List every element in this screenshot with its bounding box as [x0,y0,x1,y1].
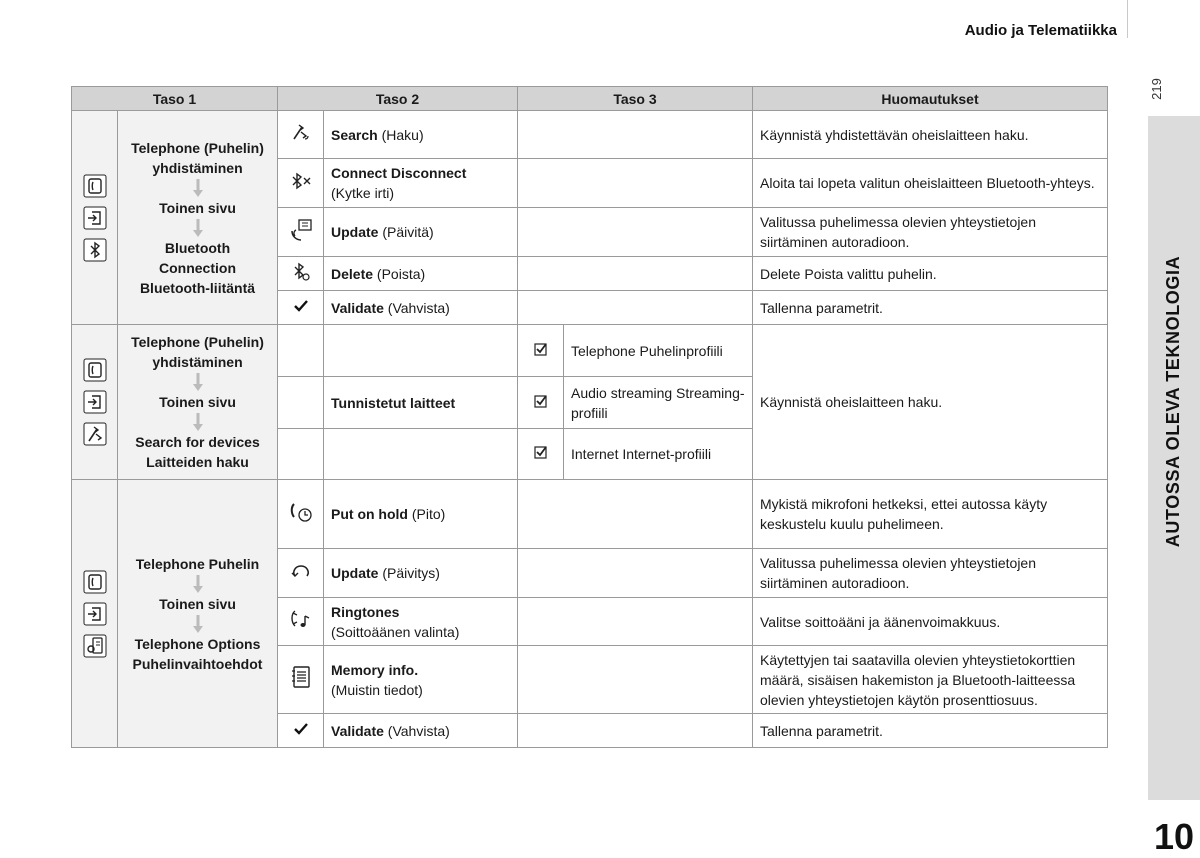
group1-navigation [118,111,278,325]
option-cell: Update (Päivitä) [324,208,518,257]
contacts-update-icon [288,217,314,243]
group1-nav-icons [72,111,118,325]
check-icon [293,722,309,736]
taso3-empty-cell [518,291,753,325]
phone-icon [83,174,107,198]
group2-nav-icons [72,325,118,480]
header-taso-3: Taso 3 [518,87,753,111]
profile-cell: Telephone Puhelinprofiili [564,325,753,377]
bluetooth-icon [83,238,107,262]
search-devices-icon [83,422,107,446]
taso3-empty-cell [518,208,753,257]
search-devices-icon [290,121,312,143]
row-icon-cell [278,377,324,429]
checkbox-checked-icon [534,445,548,459]
row-icon-cell [278,480,324,549]
row-icon-cell [278,714,324,748]
note-cell: Valitussa puhelimessa olevien yhteystietojen siirtäminen autoradioon. [753,549,1108,598]
option-cell: Ringtones (Soittoäänen valinta) [324,598,518,646]
option-cell: Put on hold (Pito) [324,480,518,549]
note-cell: Tallenna parametrit. [753,291,1108,325]
chapter-tab-label-wrap [1148,116,1200,686]
page-number: 219 [1148,78,1164,100]
arrow-down-icon [193,219,203,237]
header-divider [1127,0,1128,38]
note-cell: Aloita tai lopeta valitun oheislaitteen Bluetooth-yhteys. [753,159,1108,208]
hold-icon [288,501,314,523]
table-row [72,480,1108,549]
taso3-empty-cell [518,111,753,159]
nav-step: Telephone (Puhelin) yhdistäminen [131,334,264,370]
option-cell [324,325,518,377]
arrow-down-icon [193,575,203,593]
row-icon-cell [278,325,324,377]
taso3-empty-cell [518,257,753,291]
option-cell: Validate (Vahvista) [324,714,518,748]
nav-step: Toinen sivu [159,199,236,216]
note-cell: Valitse soittoääni ja äänenvoimakkuus. [753,598,1108,646]
nav-step: Telephone (Puhelin) yhdistäminen [131,139,264,176]
note-cell: Valitussa puhelimessa olevien yhteystietojen siirtäminen autoradioon. [753,208,1108,257]
nav-step: Search for devices Laitteiden haku [135,434,260,470]
row-icon-cell [278,549,324,598]
note-cell: Käytettyjen tai saatavilla olevien yhteystietokorttien määrä, sisäisen hakemiston ja Bluetooth-laitteessa olevien yhteystietojen käytön prosenttiosuus. [753,646,1108,714]
note-cell: Käynnistä yhdistettävän oheislaitteen haku. [753,111,1108,159]
row-icon-cell [278,111,324,159]
bluetooth-delete-icon [290,260,312,282]
option-cell: Update (Päivitys) [324,549,518,598]
nav-step: Toinen sivu [159,394,236,410]
option-cell [324,429,518,480]
memory-icon [290,664,312,690]
row-icon-cell [278,291,324,325]
next-page-icon [83,390,107,414]
taso3-empty-cell [518,159,753,208]
nav-step: Telephone Puhelin [135,555,260,572]
group2-navigation [118,325,278,480]
option-cell: Search (Haku) [324,111,518,159]
checkbox-cell [518,325,564,377]
taso3-empty-cell [518,480,753,549]
note-cell: Mykistä mikrofoni hetkeksi, ettei autossa käyty keskustelu kuulu puhelimeen. [753,480,1108,549]
section-title: Audio ja Telematiikka [964,22,1117,39]
group3-nav-icons [72,480,118,748]
taso3-empty-cell [518,646,753,714]
profile-cell: Audio streaming Streaming-profiili [564,377,753,429]
nav-step: Toinen sivu [159,595,236,612]
option-cell: Connect Disconnect (Kytke irti) [324,159,518,208]
table-row [72,325,1108,377]
note-cell: Tallenna parametrit. [753,714,1108,748]
taso3-empty-cell [518,598,753,646]
group3-navigation [118,480,278,748]
chapter-side-tab [1148,116,1200,857]
note-cell: Käynnistä oheislaitteen haku. [753,325,1108,480]
chapter-tab-label: AUTOSSA OLEVA TEKNOLOGIA [1163,255,1184,547]
header-huomautukset: Huomautukset [753,87,1108,111]
checkbox-cell [518,377,564,429]
row-icon-cell [278,208,324,257]
header-taso-2: Taso 2 [278,87,518,111]
next-page-icon [83,602,107,626]
check-icon [293,299,309,313]
profile-cell: Internet Internet-profiili [564,429,753,480]
option-cell: Memory info. (Muistin tiedot) [324,646,518,714]
bluetooth-disconnect-icon [289,170,313,192]
table-header-row [72,87,1108,111]
taso3-empty-cell [518,714,753,748]
row-icon-cell [278,646,324,714]
table-row [72,111,1108,159]
next-page-icon [83,206,107,230]
row-icon-cell [278,598,324,646]
arrow-down-icon [193,373,203,391]
ringtone-icon [288,608,314,630]
checkbox-checked-icon [534,394,548,408]
chapter-number: 10 [1153,816,1195,857]
header-taso-1: Taso 1 [72,87,278,111]
telephone-menu-table [71,86,1108,748]
option-cell: Tunnistetut laitteet [324,377,518,429]
phone-options-icon [83,634,107,658]
note-cell: Delete Poista valittu puhelin. [753,257,1108,291]
arrow-down-icon [193,615,203,633]
row-icon-cell [278,257,324,291]
refresh-icon [291,562,311,580]
phone-icon [83,358,107,382]
nav-step: Bluetooth Connection Bluetooth-liitäntä [139,239,256,296]
option-cell: Validate (Vahvista) [324,291,518,325]
phone-icon [83,570,107,594]
checkbox-cell [518,429,564,480]
row-icon-cell [278,429,324,480]
nav-step: Telephone Options Puhelinvaihtoehdot [132,635,263,672]
row-icon-cell [278,159,324,208]
option-cell: Delete (Poista) [324,257,518,291]
checkbox-checked-icon [534,342,548,356]
arrow-down-icon [193,179,203,197]
taso3-empty-cell [518,549,753,598]
arrow-down-icon [193,413,203,431]
